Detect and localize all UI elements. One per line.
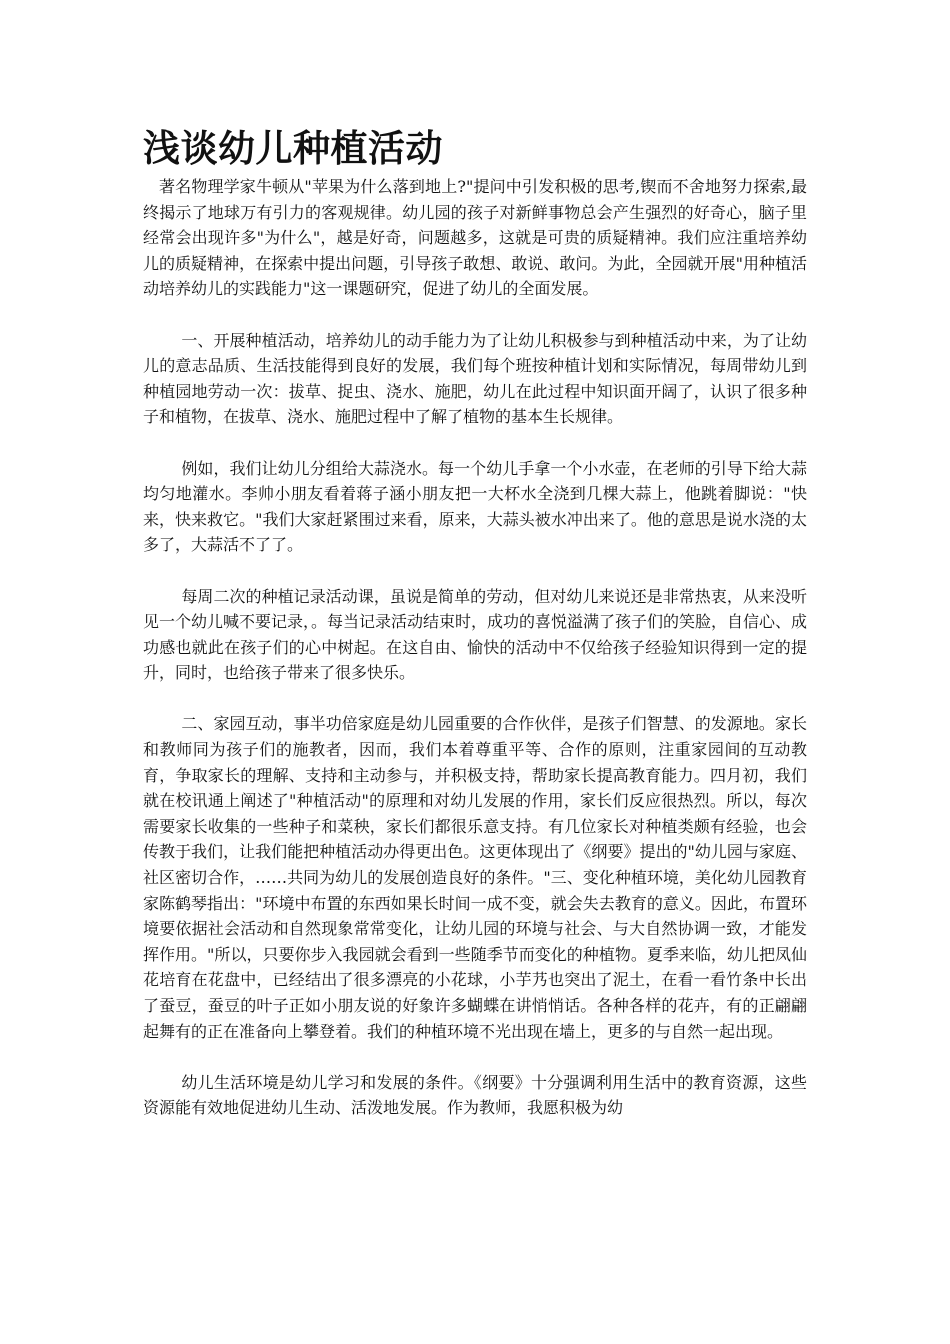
paragraph-living-environment: 幼儿生活环境是幼儿学习和发展的条件。《纲要》十分强调利用生活中的教育资源，这些资源能有效地促进幼儿生动、活泼地发展。作为教师，我愿积极为幼 (143, 1072, 807, 1118)
paragraph-planting-activity: 一、开展种植活动，培养幼儿的动手能力为了让幼儿积极参与到种植活动中来，为了让幼儿的意志品质、生活技能得到良好的发展，我们每个班按种植计划和实际情况，每周带幼儿到种植园地劳动一次：拔草、捉虫、浇水、施肥，幼儿在此过程中知识面开阔了，认识了很多种子和植物，在拔草、浇水、施肥过程中了解了植物的基本生长规律。 (143, 330, 807, 427)
document-title: 浅谈幼儿种植活动 (143, 127, 443, 170)
paragraph-recording-class: 每周二次的种植记录活动课，虽说是简单的劳动，但对幼儿来说还是非常热衷，从来没听见一个幼儿喊不要记录，。每当记录活动结束时，成功的喜悦溢满了孩子们的笑脸，自信心、成功感也就此在孩子们的心中树起。在这自由、愉快的活动中不仅给孩子经验知识得到一定的提升，同时，也给孩子带来了很多快乐。 (143, 586, 808, 683)
paragraph-home-school: 二、家园互动，事半功倍家庭是幼儿园重要的合作伙伴，是孩子们智慧、的发源地。家长和教师同为孩子们的施教者，因而，我们本着尊重平等、合作的原则，注重家园间的互动教育，争取家长的理解、支持和主动参与，并积极支持，帮助家长提高教育能力。四月初，我们就在校讯通上阐述了"种植活动"的原理和对幼儿发展的作用，家长们反应很热烈。所以，每次需要家长收集的一些种子和菜秧，家长们都很乐意支持。有几位家长对种植类颇有经验，也会传教于我们，让我们能把种植活动办得更出色。这更体现出了《纲要》提出的"幼儿园与家庭、社区密切合作，……共同为幼儿的发展创造良好的条件。"三、变化种植环境，美化幼儿园教育家陈鹤琴指出："环境中布置的东西如果长时间一成不变，就会失去教育的意义。因此，布置环境要依据社会活动和自然现象常常变化，让幼儿园的环境与社会、与大自然协调一致，才能发挥作用。"所以，只要你步入我园就会看到一些随季节而变化的种植物。夏季来临，幼儿把凤仙花培育在花盘中，已经结出了很多漂亮的小花球，小芋艿也突出了泥土，在看一看竹条中长出了蚕豆，蚕豆的叶子正如小朋友说的好象许多蝴蝶在讲悄悄话。各种各样的花卉，有的正翩翩起舞有的正在准备向上攀登着。我们的种植环境不光出现在墙上，更多的与自然一起出现。 (143, 714, 807, 1041)
document-page (143, 124, 807, 1121)
paragraph-intro: 著名物理学家牛顿从"苹果为什么落到地上?"提问中引发积极的思考,锲而不舍地努力探索,最终揭示了地球万有引力的客观规律。幼儿园的孩子对新鲜事物总会产生强烈的好奇心，脑子里经常会出现许多"为什么"，越是好奇，问题越多，这就是可贵的质疑精神。我们应注重培养幼儿的质疑精神，在探索中提出问题，引导孩子敢想、敢说、敢问。为此，全园就开展"用种植活动培养幼儿的实践能力"这一课题研究，促进了幼儿的全面发展。 (143, 177, 807, 299)
paragraph-garlic-example: 例如，我们让幼儿分组给大蒜浇水。每一个幼儿手拿一个小水壶，在老师的引导下给大蒜均匀地灌水。李帅小朋友看着蒋子涵小朋友把一大杯水全浇到几棵大蒜上，他跳着脚说："快来，快来救它。"我们大家赶紧围过来看，原来，大蒜头被水冲出来了。他的意思是说水浇的太多了，大蒜活不了了。 (143, 458, 807, 555)
